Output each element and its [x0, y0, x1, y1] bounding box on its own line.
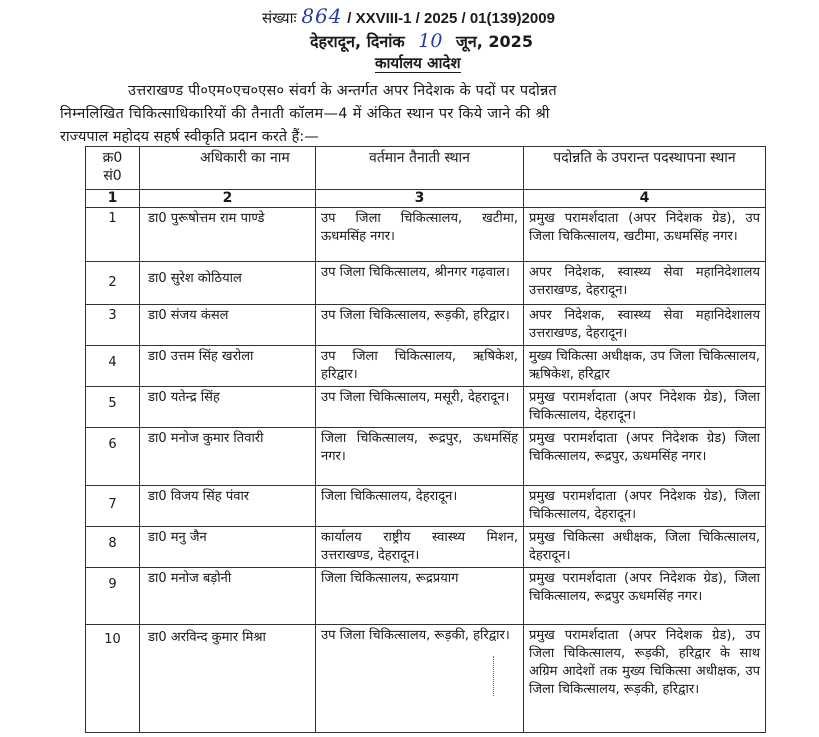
serial-number: 8 — [86, 527, 140, 568]
officer-name: डा0 विजय सिंह पंवार — [140, 486, 316, 527]
new-posting: प्रमुख परामर्शदाता (अपर निदेशक ग्रेड), उप जिला चिकित्सालय, रूड़की, हरिद्वार के साथ अग्रिम आदेशों तक मुख्य चिकित्सा अधीक्षक, उप जिला चिकित्सालय, रूड़की, हरिद्वार। — [524, 625, 766, 733]
header-serial-number — [86, 147, 140, 190]
new-posting: प्रमुख परामर्शदाता (अपर निदेशक ग्रेड), जिला चिकित्सालय, देहरादून। — [524, 387, 766, 428]
table-row — [86, 568, 766, 625]
officer-name: डा0 यतेन्द्र सिंह — [140, 387, 316, 428]
handwritten-date-day: 10 — [418, 30, 443, 52]
reference-code: / XXVIII-1 / 2025 / 01(139)2009 — [347, 10, 555, 27]
new-posting: प्रमुख चिकित्सा अधीक्षक, जिला चिकित्सालय, देहरादून। — [524, 527, 766, 568]
column-number: 1 — [86, 190, 140, 208]
serial-number: 6 — [86, 428, 140, 486]
officer-name: डा0 अरविन्द कुमार मिश्रा — [140, 625, 316, 733]
column-number: 3 — [316, 190, 524, 208]
current-posting: उप जिला चिकित्सालय, रूड़की, हरिद्वार। — [316, 305, 524, 346]
officer-name: डा0 पुरूषोत्तम राम पाण्डे — [140, 208, 316, 262]
officers-posting-table — [85, 146, 766, 733]
handwritten-reference-number: 864 — [301, 4, 343, 28]
table-row — [86, 262, 766, 305]
new-posting: प्रमुख परामर्शदाता (अपर निदेशक ग्रेड), जिला चिकित्सालय, रूद्रपुर ऊधमसिंह नगर। — [524, 568, 766, 625]
date-line — [310, 30, 533, 52]
officer-name: डा0 मनोज कुमार तिवारी — [140, 428, 316, 486]
table-row — [86, 346, 766, 387]
header-officer-name: अधिकारी का नाम — [140, 147, 316, 190]
date-suffix: जून, 2025 — [456, 32, 533, 51]
new-posting: प्रमुख परामर्शदाता (अपर निदेशक ग्रेड), जिला चिकित्सालय, देहरादून। — [524, 486, 766, 527]
new-posting: प्रमुख परामर्शदाता (अपर निदेशक ग्रेड), उप जिला चिकित्सालय, खटीमा, ऊधमसिंह नगर। — [524, 208, 766, 262]
current-posting: जिला चिकित्सालय, रूद्रपुर, ऊधमसिंह नगर। — [316, 428, 524, 486]
serial-number: 4 — [86, 346, 140, 387]
table-header-row — [86, 147, 766, 190]
serial-number: 2 — [86, 262, 140, 305]
new-posting: प्रमुख परामर्शदाता (अपर निदेशक ग्रेड) जिला चिकित्सालय, रूद्रपुर, ऊधमसिंह नगर। — [524, 428, 766, 486]
table-row — [86, 305, 766, 346]
serial-number: 9 — [86, 568, 140, 625]
new-posting: मुख्य चिकित्सा अधीक्षक, उप जिला चिकित्सालय, ऋषिकेश, हरिद्वार — [524, 346, 766, 387]
paragraph-line-3: राज्यपाल महोदय सहर्ष स्वीकृति प्रदान करते हैं:— — [60, 129, 319, 145]
current-posting: उप जिला चिकित्सालय, ऋषिकेश, हरिद्वार। — [316, 346, 524, 387]
current-posting: उप जिला चिकित्सालय, मसूरी, देहरादून। — [316, 387, 524, 428]
paragraph-line-2: निम्नलिखित चिकित्साधिकारियों की तैनाती कॉलम—4 में अंकित स्थान पर किये जाने की श्री — [60, 106, 550, 122]
table-row — [86, 625, 766, 733]
new-posting: अपर निदेशक, स्वास्थ्य सेवा महानिदेशालय उत्तराखण्ड, देहरादून। — [524, 305, 766, 346]
header-current-posting: वर्तमान तैनाती स्थान — [316, 147, 524, 190]
officer-name: डा0 संजय कंसल — [140, 305, 316, 346]
serial-number: 3 — [86, 305, 140, 346]
officer-name: डा0 उत्तम सिंह खरोला — [140, 346, 316, 387]
officer-name: डा0 मनोज बड़ोनी — [140, 568, 316, 625]
current-posting: कार्यालय राष्ट्रीय स्वास्थ्य मिशन, उत्तराखण्ड, देहरादून। — [316, 527, 524, 568]
table-row — [86, 208, 766, 262]
stray-pen-mark — [493, 656, 496, 696]
officer-name: डा0 सुरेश कोठियाल — [140, 262, 316, 305]
paragraph-line-1: उत्तराखण्ड पी०एम०एच०एस० संवर्ग के अन्तर्गत अपर निदेशक के पदों पर पदोन्नत — [128, 83, 557, 99]
order-paragraph — [60, 80, 772, 149]
table-row — [86, 387, 766, 428]
column-number: 2 — [140, 190, 316, 208]
order-title: कार्यालय आदेश — [375, 54, 461, 72]
column-number: 4 — [524, 190, 766, 208]
date-prefix: देहरादून, दिनांक — [310, 32, 405, 51]
header-serial-bottom: सं0 — [103, 168, 122, 184]
table-row — [86, 428, 766, 486]
serial-number: 5 — [86, 387, 140, 428]
officer-name: डा0 मनु जैन — [140, 527, 316, 568]
reference-label: संख्याः — [262, 9, 297, 27]
current-posting: जिला चिकित्सालय, रूद्रप्रयाग — [316, 568, 524, 625]
table-row — [86, 527, 766, 568]
serial-number: 1 — [86, 208, 140, 262]
current-posting: उप जिला चिकित्सालय, श्रीनगर गढ़वाल। — [316, 262, 524, 305]
current-posting: उप जिला चिकित्सालय, खटीमा, ऊधमसिंह नगर। — [316, 208, 524, 262]
header-new-posting: पदोन्नति के उपरान्त पदस्थापना स्थान — [524, 147, 766, 190]
current-posting: उप जिला चिकित्सालय, रूड़की, हरिद्वार। — [316, 625, 524, 733]
serial-number: 10 — [86, 625, 140, 733]
current-posting: जिला चिकित्सालय, देहरादून। — [316, 486, 524, 527]
header-serial-top: क्र0 — [102, 150, 123, 166]
column-number-row — [86, 190, 766, 208]
new-posting: अपर निदेशक, स्वास्थ्य सेवा महानिदेशालय उत्तराखण्ड, देहरादून। — [524, 262, 766, 305]
serial-number: 7 — [86, 486, 140, 527]
reference-number-line — [262, 4, 555, 28]
table-row — [86, 486, 766, 527]
